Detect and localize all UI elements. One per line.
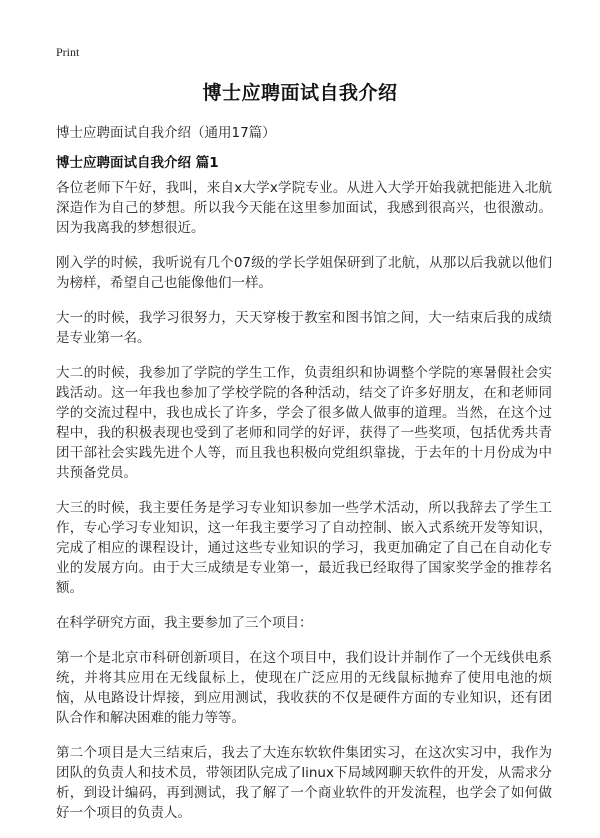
- paragraph: 大一的时候，我学习很努力，天天穿梭于教室和图书馆之间，大一结束后我的成绩是专业第一名。: [56, 310, 552, 346]
- document-subtitle: 博士应聘面试自我介绍（通用17篇）: [56, 125, 276, 141]
- section-heading: 博士应聘面试自我介绍 篇1: [56, 155, 219, 171]
- paragraph: 第一个是北京市科研创新项目，在这个项目中，我们设计并制作了一个无线供电系统，并将其应用在无线鼠标上，使现在广泛应用的无线鼠标抛弃了使用电池的烦恼，从电路设计焊接，到应用测试，我收获的不仅是硬件方面的专业知识，还有团队合作和解决困难的能力等等。: [56, 650, 552, 726]
- paragraph: 大三的时候，我主要任务是学习专业知识参加一些学术活动，所以我辞去了学生工作，专心学习专业知识，这一年我主要学习了自动控制、嵌入式系统开发等知识，完成了相应的课程设计，通过这些专业知识的学习，我更加确定了自己在自动化专业的发展方向。由于大三成绩是专业第一，最近我已经取得了国家奖学金的推荐名额。: [56, 500, 552, 596]
- print-link[interactable]: Print: [56, 45, 80, 59]
- document-title: 博士应聘面试自我介绍: [202, 82, 398, 104]
- paragraph: 第二个项目是大三结束后，我去了大连东软软件集团实习，在这次实习中，我作为团队的负责人和技术员，带领团队完成了linux下局域网聊天软件的开发，从需求分析，到设计编码，再到测试，我了解了一个商业软件的开发流程，也学会了如何做好一个项目的负责人。: [56, 745, 552, 821]
- paragraph: 各位老师下午好，我叫，来自x大学x学院专业。从进入大学开始我就把能进入北航深造作为自己的梦想。所以我今天能在这里参加面试，我感到很高兴，也很激动。因为我离我的梦想很近。: [56, 180, 552, 236]
- paragraph: 在科学研究方面，我主要参加了三个项目：: [56, 615, 313, 631]
- paragraph: 刚入学的时候，我听说有几个07级的学长学姐保研到了北航，从那以后我就以他们为榜样，希望自己也能像他们一样。: [56, 255, 552, 291]
- document-body: [56, 178, 552, 838]
- paragraph: 大二的时候，我参加了学院的学生工作，负责组织和协调整个学院的寒暑假社会实践活动。这一年我也参加了学校学院的各种活动，结交了许多好朋友，在和老师同学的交流过程中，我也成长了许多，学会了很多做人做事的道理。当然，在这个过程中，我的积极表现也受到了老师和同学的好评，获得了一些奖项，包括优秀共青团干部社会实践先进个人等，而且我也积极向党组织靠拢，于去年的十月份成为中共预备党员。: [56, 365, 552, 481]
